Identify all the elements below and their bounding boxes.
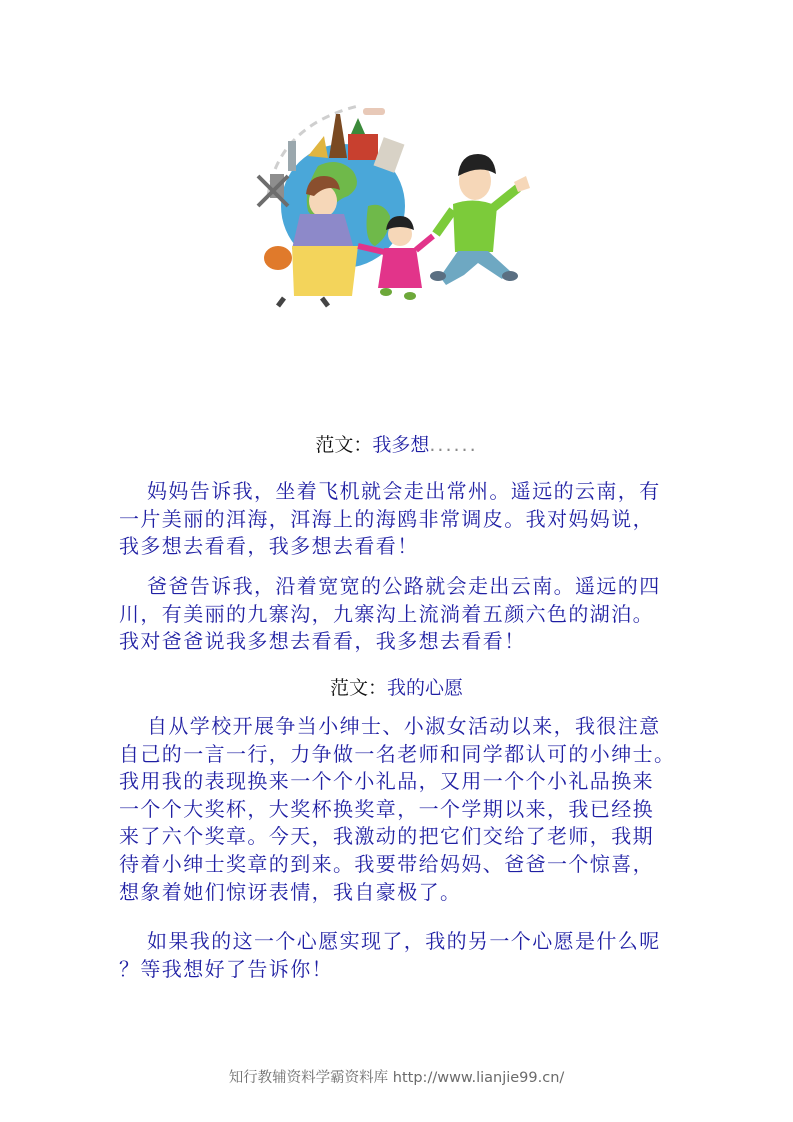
paragraph-line: 待着小绅士奖章的到来。我要带给妈妈、爸爸一个惊喜， (119, 851, 654, 876)
essay-heading (0, 433, 793, 457)
paragraph-line: 自从学校开展争当小绅士、小淑女活动以来，我很注意 (147, 714, 661, 738)
essay-paragraph (119, 928, 689, 983)
paragraph-line: 爸爸告诉我，沿着宽宽的公路就会走出云南。遥远的四 (147, 574, 661, 598)
heading-title: 我多想 (372, 434, 430, 456)
heading-title: 我的心愿 (387, 677, 464, 699)
heading-label: 范文： (315, 434, 373, 456)
paragraph-line: 我用我的表现换来一个个小礼品，又用一个个小礼品换来 (119, 769, 654, 794)
paragraph-line: 如果我的这一个心愿实现了，我的另一个心愿是什么呢 (147, 929, 661, 953)
heading-ellipsis: ...... (429, 434, 478, 456)
paragraph-line: 想象着她们惊讶表情，我自豪极了。 (119, 879, 462, 904)
family-travel-illustration (248, 96, 538, 311)
essay-heading (0, 676, 793, 700)
paragraph-line: 一片美丽的洱海，洱海上的海鸥非常调皮。我对妈妈说， (119, 506, 654, 531)
essay-paragraph (119, 573, 689, 656)
paragraph-line: 来了六个奖章。今天，我激动的把它们交给了老师，我期 (119, 824, 654, 849)
footer-watermark: 知行教辅资料学霸资料库 http://www.lianjie99.cn/ (228, 1070, 565, 1086)
paragraph-line: 我多想去看看，我多想去看看！ (119, 534, 419, 559)
family-globe-icon (248, 96, 538, 311)
paragraph-line: 一个个大奖杯，大奖杯换奖章，一个学期以来，我已经换 (119, 796, 654, 821)
paragraph-line: 我对爸爸说我多想去看看，我多想去看看！ (119, 629, 526, 654)
paragraph-line: 川，有美丽的九寨沟，九寨沟上流淌着五颜六色的湖泊。 (119, 601, 654, 626)
paragraph-line: 妈妈告诉我，坐着飞机就会走出常州。遥远的云南，有 (147, 479, 661, 503)
paragraph-line: 自己的一言一行，力争做一名老师和同学都认可的小绅士。 (119, 741, 676, 766)
essay-paragraph (119, 713, 689, 906)
heading-label: 范文： (329, 677, 387, 699)
essay-paragraph (119, 478, 689, 561)
paragraph-line: ？等我想好了告诉你！ (119, 956, 333, 981)
